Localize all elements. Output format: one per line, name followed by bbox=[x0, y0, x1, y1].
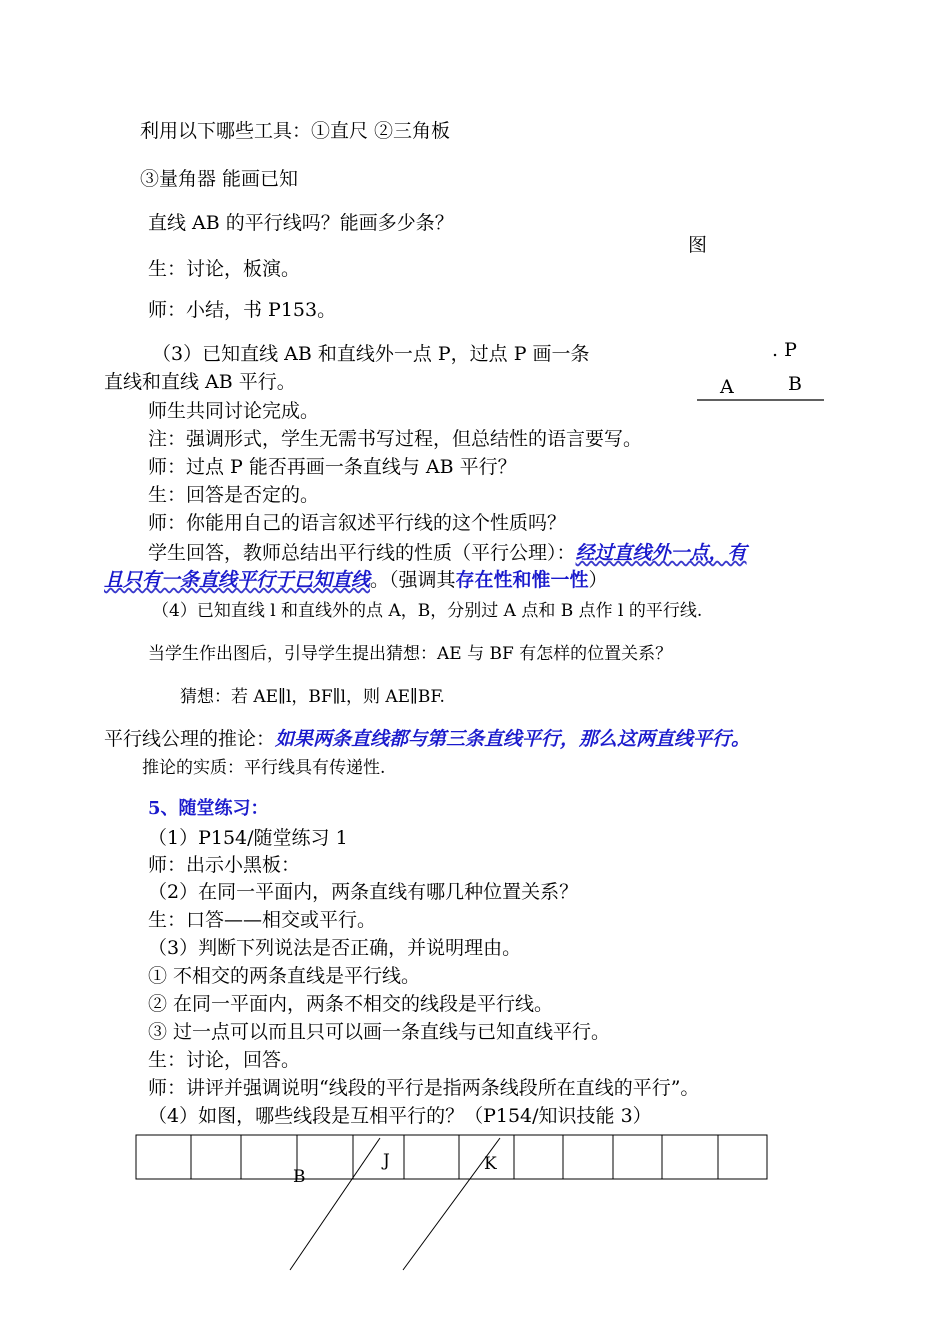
teacher-question-line: 师：过点 P 能否再画一条直线与 AB 平行？ bbox=[148, 456, 517, 478]
segment-j bbox=[290, 1138, 380, 1270]
teacher-summary-line: 师：小结，书 P153。 bbox=[148, 299, 337, 321]
section-heading-practice: 5、随堂练习： bbox=[148, 798, 269, 819]
grid-label-b: B bbox=[293, 1167, 306, 1187]
statement-2-line: ② 在同一平面内，两条不相交的线段是平行线。 bbox=[148, 993, 554, 1015]
oral-answer-line: 生：口答——相交或平行。 bbox=[148, 909, 377, 931]
tools-question-line-1: 利用以下哪些工具：①直尺 ②三角板 bbox=[140, 120, 451, 142]
note-line: 注：强调形式，学生无需书写过程，但总结性的语言要写。 bbox=[148, 428, 643, 450]
grid-label-k: K bbox=[484, 1154, 497, 1174]
point-a-label: A bbox=[720, 376, 734, 398]
axiom-emphasis: 存在性和惟一性 bbox=[455, 569, 589, 591]
figure-caption: 图 bbox=[688, 234, 708, 256]
student-board-line: 生：讨论，板演。 bbox=[148, 258, 301, 280]
axiom-emphasis-open: 。（强调其 bbox=[370, 569, 456, 591]
blackboard-line: 师：出示小黑板： bbox=[148, 854, 301, 876]
axiom-statement-start: 经过直线外一点，有 bbox=[575, 542, 747, 564]
discussion-line: 师生共同讨论完成。 bbox=[148, 400, 320, 422]
practice-3-line: （3）判断下列说法是否正确，并说明理由。 bbox=[148, 937, 522, 959]
point-b-label: B bbox=[788, 373, 802, 395]
point-p-label: . P bbox=[772, 339, 797, 361]
grid-label-j: J bbox=[383, 1151, 390, 1171]
axiom-emphasis-close: ） bbox=[588, 569, 608, 591]
conjecture-line: 猜想：若 AE∥l，BF∥l，则 AE∥BF. bbox=[180, 687, 445, 707]
corollary-essence-line: 推论的实质：平行线具有传递性. bbox=[142, 758, 386, 778]
practice-2-line: （2）在同一平面内，两条直线有哪几种位置关系？ bbox=[148, 881, 579, 903]
grid-outline bbox=[136, 1135, 767, 1179]
teacher-review-line: 师：讲评并强调说明“线段的平行是指两条线段所在直线的平行”。 bbox=[148, 1077, 700, 1099]
task-3-line: （3）已知直线 AB 和直线外一点 P，过点 P 画一条 bbox=[152, 343, 590, 365]
task-4-line: （4）已知直线 l 和直线外的点 A，B，分别过 A 点和 B 点作 l 的平行线. bbox=[152, 601, 703, 621]
axiom-intro: 学生回答，教师总结出平行线的性质（平行公理）： bbox=[148, 542, 576, 564]
student-answer-line: 生：回答是否定的。 bbox=[148, 484, 320, 506]
grid-figure bbox=[136, 1135, 767, 1179]
practice-4-line: （4）如图，哪些线段是互相平行的？（P154/知识技能 3） bbox=[148, 1105, 652, 1127]
statement-3-line: ③ 过一点可以而且只可以画一条直线与已知直线平行。 bbox=[148, 1021, 611, 1043]
axiom-statement-end: 且只有一条直线平行于已知直线 bbox=[104, 569, 371, 591]
teacher-prompt-line: 师：你能用自己的语言叙述平行线的这个性质吗？ bbox=[148, 512, 567, 534]
conjecture-prompt-line: 当学生作出图后，引导学生提出猜想：AE 与 BF 有怎样的位置关系？ bbox=[148, 644, 673, 664]
task-3-line-cont: 直线和直线 AB 平行。 bbox=[104, 371, 296, 393]
corollary-intro: 平行线公理的推论： bbox=[104, 728, 276, 750]
tools-question-line-3: 直线 AB 的平行线吗？能画多少条？ bbox=[148, 212, 454, 234]
corollary-statement: 如果两条直线都与第三条直线平行，那么这两直线平行。 bbox=[275, 728, 751, 750]
discuss-answer-line: 生：讨论，回答。 bbox=[148, 1049, 301, 1071]
practice-1-line: （1）P154/随堂练习 1 bbox=[148, 827, 348, 849]
statement-1-line: ① 不相交的两条直线是平行线。 bbox=[148, 965, 421, 987]
tools-question-line-2: ③量角器 能画已知 bbox=[140, 168, 299, 190]
